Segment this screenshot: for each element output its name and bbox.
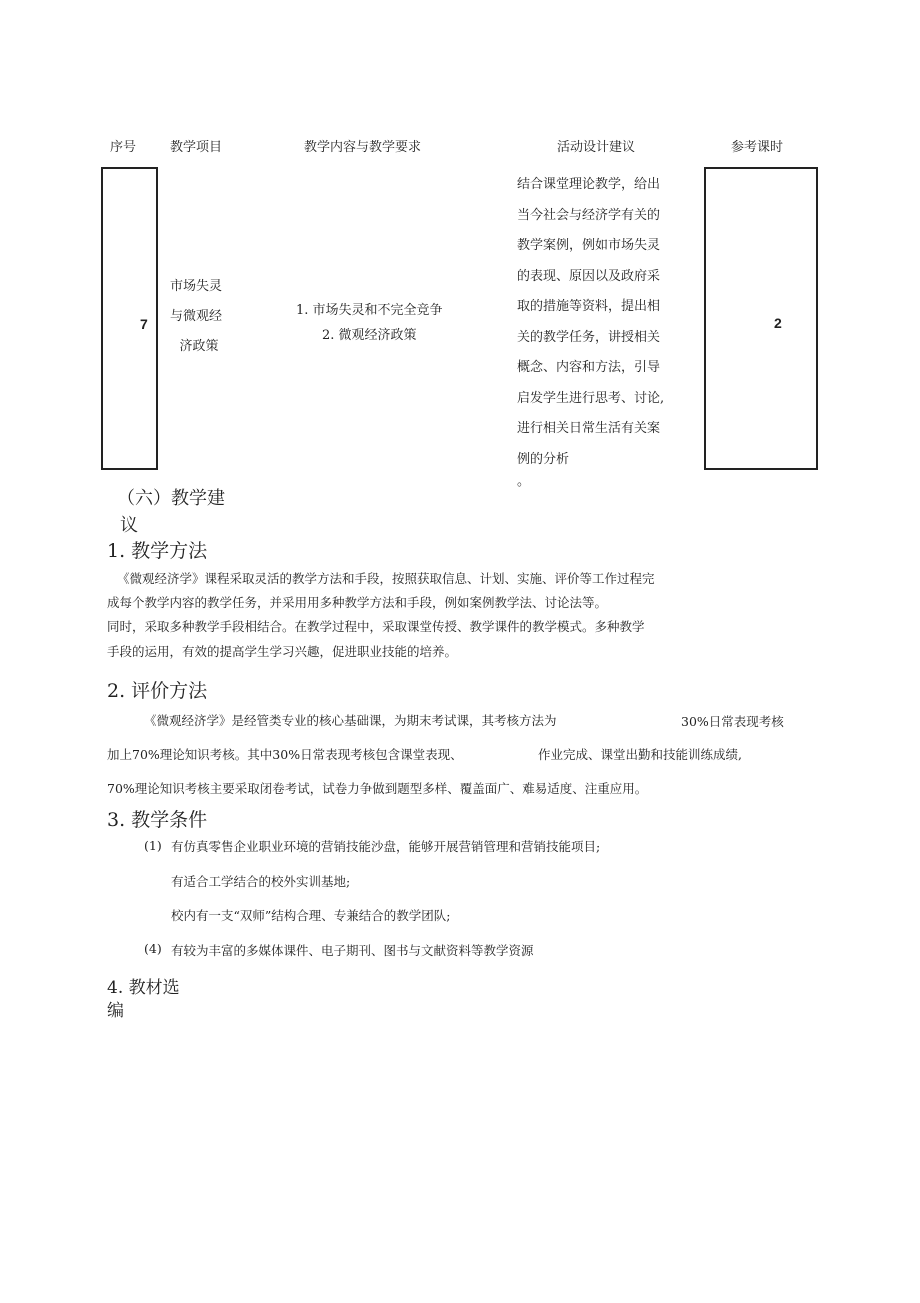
evaluation-line1-right: 30%日常表现考核 — [681, 714, 784, 729]
row-content — [296, 298, 443, 348]
methods-line: 成每个教学内容的教学任务，并采用用多种教学方法和手段，例如案例教学法、讨论法等。 — [107, 595, 608, 610]
project-line: 市场失灵 — [170, 279, 223, 294]
activity-line: 例的分析 — [517, 451, 570, 467]
activity-line: 关的教学任务，讲授相关 — [517, 329, 661, 345]
header-activity: 活动设计建议 — [557, 140, 636, 155]
textbook-title: 4. 教材选 — [107, 978, 180, 998]
evaluation-line1-left: 《微观经济学》是经管类专业的核心基础课，为期末考试课，其考核方法为 — [144, 713, 557, 728]
activity-line: 结合课堂理论教学，给出 — [517, 177, 661, 192]
header-content: 教学内容与教学要求 — [304, 140, 422, 155]
row-project — [170, 272, 222, 362]
activity-line: 当今社会与经济学有关的 — [517, 207, 661, 223]
condition-2: 有适合工学结合的校外实训基地; — [171, 874, 351, 889]
section6-title-cont: 议 — [120, 515, 138, 536]
header-seq: 序号 — [110, 140, 137, 155]
header-hours: 参考课时 — [731, 140, 784, 155]
activity-line: 的表现、原因以及政府采 — [517, 268, 661, 284]
condition-3: 校内有一支“双师”结构合理、专兼结合的教学团队; — [171, 908, 451, 923]
conditions-title: 3. 教学条件 — [107, 809, 208, 831]
methods-line: 同时，采取多种教学手段相结合。在教学过程中，采取课堂传授、教学课件的教学模式。多种教学 — [107, 619, 645, 634]
condition-1: 有仿真零售企业职业环境的营销技能沙盘，能够开展营销管理和营销技能项目; — [171, 839, 601, 854]
activity-line: 。 — [517, 474, 531, 489]
project-line: 济政策 — [179, 339, 219, 354]
row-hours: 2 — [774, 315, 782, 331]
condition-1-number: (1) — [144, 838, 162, 853]
methods-line: 手段的运用，有效的提高学生学习兴趣，促进职业技能的培养。 — [107, 644, 458, 659]
project-line: 与微观经 — [170, 309, 223, 324]
row-activity — [517, 170, 664, 489]
evaluation-title: 2. 评价方法 — [107, 680, 208, 702]
evaluation-line2-right: 作业完成、课堂出勤和技能训练成绩, — [538, 747, 742, 762]
activity-line: 启发学生进行思考、讨论, — [517, 390, 665, 406]
header-project: 教学项目 — [170, 140, 223, 155]
hours-cell-box — [704, 167, 818, 470]
activity-line: 进行相关日常生活有关案 — [517, 421, 661, 436]
textbook-title-cont: 编 — [107, 1001, 124, 1021]
activity-line: 教学案例，例如市场失灵 — [517, 238, 661, 253]
condition-4-number: (4) — [144, 941, 162, 956]
evaluation-line3: 70%理论知识考核主要采取闭卷考试，试卷力争做到题型多样、覆盖面广、难易适度、注重应用。 — [107, 781, 648, 796]
row-seq: 7 — [140, 316, 148, 332]
evaluation-line2-left: 加上70%理论知识考核。其中30%日常表现考核包含课堂表现、 — [107, 747, 463, 762]
activity-line: 取的措施等资料，提出相 — [517, 299, 661, 314]
section6-title: （六）教学建 — [117, 488, 225, 509]
seq-cell-box — [101, 167, 158, 470]
methods-line: 《微观经济学》课程采取灵活的教学方法和手段，按照获取信息、计划、实施、评价等工作过程完 — [117, 571, 655, 586]
condition-4: 有较为丰富的多媒体课件、电子期刊、图书与文献资料等教学资源 — [171, 943, 534, 958]
methods-title: 1. 教学方法 — [107, 540, 208, 562]
content-line: 1. 市场失灵和不完全竞争 — [296, 303, 443, 318]
activity-line: 概念、内容和方法，引导 — [517, 360, 661, 375]
content-line: 2. 微观经济政策 — [322, 328, 417, 343]
